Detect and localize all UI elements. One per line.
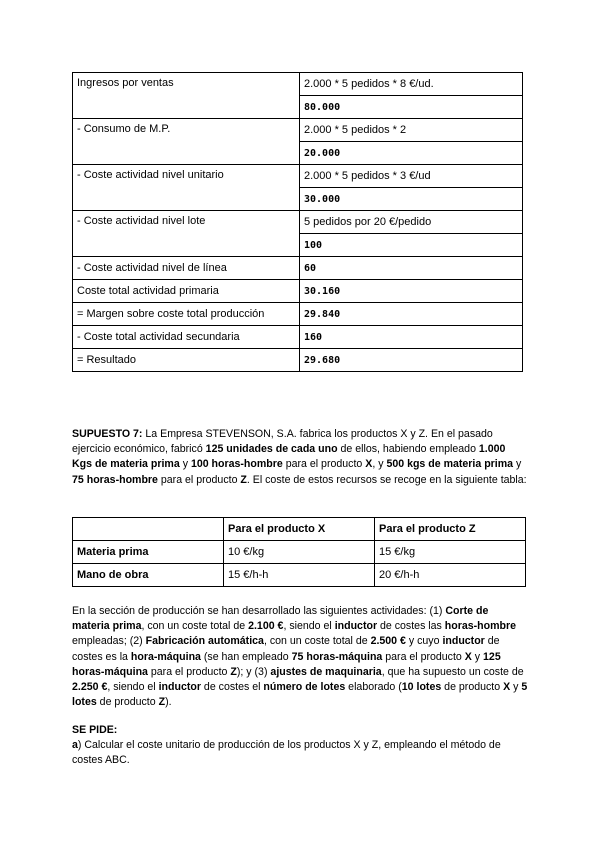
row-calc: 5 pedidos por 20 €/pedido <box>300 211 523 234</box>
row-label: - Coste actividad nivel unitario <box>73 165 300 211</box>
bold-text: inductor <box>334 620 378 633</box>
table-row <box>73 119 523 142</box>
text: para el producto <box>382 650 465 663</box>
text: y <box>510 681 522 694</box>
table-header-row <box>73 518 526 541</box>
bold-text: 10 lotes <box>401 681 442 694</box>
row-label: - Coste actividad nivel de línea <box>73 257 300 280</box>
text: de costes las <box>377 620 445 633</box>
text: , que ha supuesto un coste de <box>381 665 524 678</box>
se-pide-title: SE PIDE: <box>72 724 118 736</box>
row-value: 100 <box>300 234 523 257</box>
table-row <box>73 211 523 234</box>
text: ); y (3) <box>236 665 271 678</box>
row-value: 160 <box>300 326 523 349</box>
bold-text: inductor <box>158 681 201 694</box>
row-label: Mano de obra <box>73 564 224 587</box>
text: , y <box>372 458 387 471</box>
bold-text: 2.500 € <box>370 635 406 648</box>
text: y <box>513 458 522 471</box>
item-text: ) Calcular el coste unitario de producción de los productos X y Z, empleando el método de costes ABC. <box>72 739 501 767</box>
row-value: 30.160 <box>300 280 523 303</box>
text: y <box>471 650 484 663</box>
bold-text: Fabricación automática <box>145 635 264 648</box>
row-value: 29.680 <box>300 349 523 372</box>
cell-x: 10 €/kg <box>224 541 375 564</box>
table-row <box>73 326 523 349</box>
table-row <box>73 349 523 372</box>
item-letter: a <box>72 739 78 752</box>
bold-text: 75 horas-máquina <box>291 650 383 663</box>
bold-text: 2.250 € <box>72 681 108 694</box>
cell-x: 15 €/h-h <box>224 564 375 587</box>
row-label: - Coste total actividad secundaria <box>73 326 300 349</box>
text: , con un coste total de <box>263 635 371 648</box>
activities-paragraph <box>72 604 528 710</box>
text: , siendo el <box>283 620 335 633</box>
header-product-z: Para el producto Z <box>375 518 526 541</box>
cost-table <box>72 517 526 587</box>
text: y <box>179 458 191 471</box>
bold-text: 75 horas-hombre <box>72 473 158 486</box>
text: de producto <box>96 696 159 709</box>
text: de costes es la <box>72 635 500 663</box>
bold-text: ajustes de maquinaria <box>270 665 382 678</box>
row-value: 20.000 <box>300 142 523 165</box>
bold-text: 1.000 Kgs de materia prima <box>72 443 506 471</box>
table-row <box>73 564 526 587</box>
bold-text: X <box>365 458 373 471</box>
text: de producto <box>441 681 504 694</box>
cell-z: 20 €/h-h <box>375 564 526 587</box>
results-table <box>72 72 523 372</box>
text: ). <box>165 696 172 709</box>
bold-text: Z <box>240 473 247 486</box>
text: para el producto <box>147 665 231 678</box>
bold-text: hora-máquina <box>130 650 201 663</box>
row-label: Materia prima <box>73 541 224 564</box>
bold-text: 125 unidades de cada uno <box>205 443 338 456</box>
bold-text: X <box>503 681 511 694</box>
row-label: Coste total actividad primaria <box>73 280 300 303</box>
bold-text: número de lotes <box>263 681 346 694</box>
text: La Empresa STEVENSON, S.A. fabrica los productos X y Z. En el pasado ejercicio económico, fabricó <box>72 428 493 456</box>
bold-text: 2.100 € <box>248 620 284 633</box>
row-label: = Margen sobre coste total producción <box>73 303 300 326</box>
se-pide-item <box>72 738 528 768</box>
bold-text: 500 kgs de materia prima <box>386 458 514 471</box>
bold-text: Z <box>158 696 166 709</box>
row-value: 29.840 <box>300 303 523 326</box>
table-row <box>73 165 523 188</box>
text: para el producto <box>282 458 366 471</box>
bold-text: 5 lotes <box>72 681 528 709</box>
table-row <box>73 73 523 96</box>
table-row <box>73 541 526 564</box>
row-calc: 2.000 * 5 pedidos * 3 €/ud <box>300 165 523 188</box>
row-label: Ingresos por ventas <box>73 73 300 119</box>
bold-text: X <box>464 650 472 663</box>
supuesto-paragraph <box>72 427 528 488</box>
text: y cuyo <box>405 635 443 648</box>
header-product-x: Para el producto X <box>224 518 375 541</box>
bold-text: inductor <box>442 635 485 648</box>
row-label: = Resultado <box>73 349 300 372</box>
row-label: - Consumo de M.P. <box>73 119 300 165</box>
text: empleadas; (2) <box>72 635 146 648</box>
table-row <box>73 257 523 280</box>
cell-z: 15 €/kg <box>375 541 526 564</box>
text: , siendo el <box>107 681 159 694</box>
empty-header-cell <box>73 518 224 541</box>
bold-text: 100 horas-hombre <box>190 458 283 471</box>
table-row <box>73 303 523 326</box>
bold-text: Z <box>230 665 237 678</box>
se-pide-section <box>72 723 528 769</box>
text: de costes el <box>200 681 264 694</box>
text: . El coste de estos recursos se recoge en la siguiente tabla: <box>246 473 527 486</box>
row-value: 80.000 <box>300 96 523 119</box>
bold-text: Corte de materia prima <box>72 605 489 633</box>
row-value: 30.000 <box>300 188 523 211</box>
row-value: 60 <box>300 257 523 280</box>
bold-text: horas-hombre <box>444 620 517 633</box>
text: En la sección de producción se han desarrollado las siguientes actividades: (1) <box>72 605 446 617</box>
text: , con un coste total de <box>141 620 249 633</box>
text: (se han empleado <box>200 650 292 663</box>
row-calc: 2.000 * 5 pedidos * 2 <box>300 119 523 142</box>
row-calc: 2.000 * 5 pedidos * 8 €/ud. <box>300 73 523 96</box>
supuesto-title: SUPUESTO 7: <box>72 428 143 440</box>
bold-text: 125 horas-máquina <box>72 650 501 678</box>
text: para el producto <box>157 473 241 486</box>
table-row <box>73 280 523 303</box>
text: elaborado ( <box>345 681 402 694</box>
row-label: - Coste actividad nivel lote <box>73 211 300 257</box>
text: de ellos, habiendo empleado <box>337 443 479 456</box>
